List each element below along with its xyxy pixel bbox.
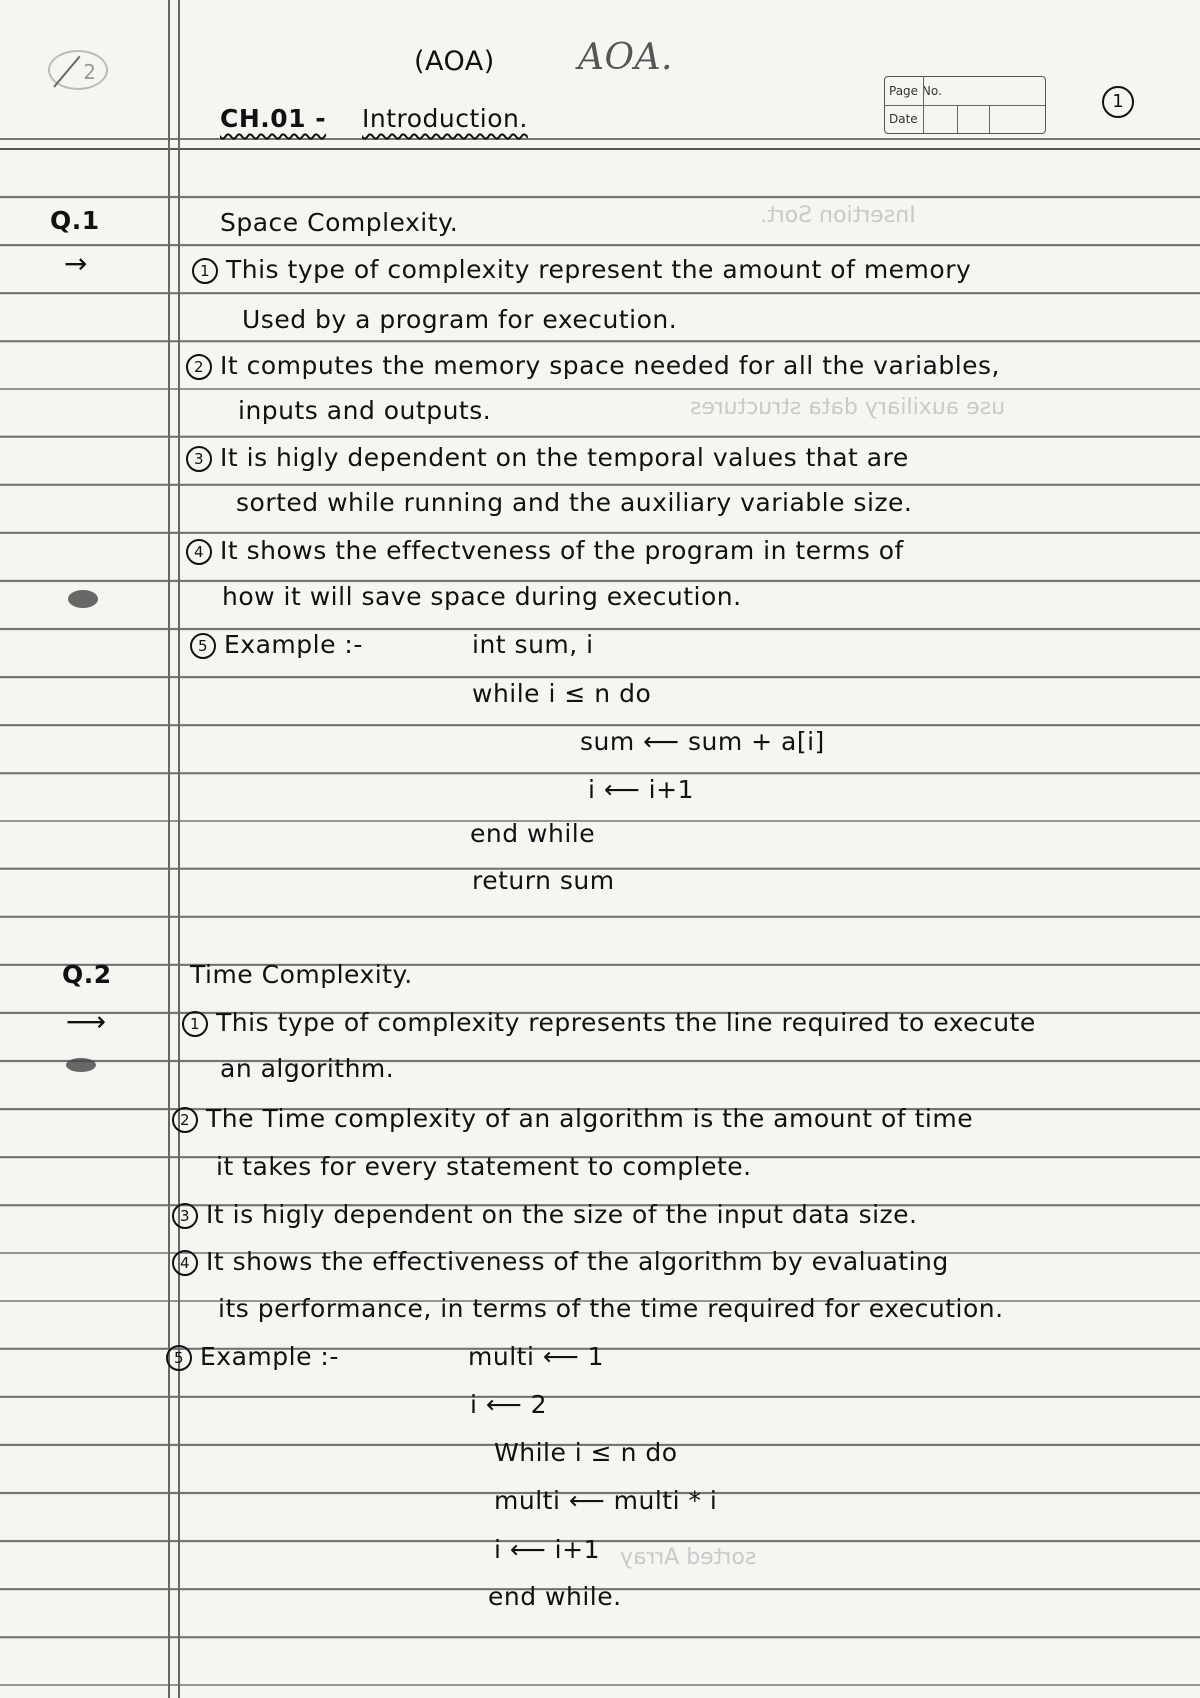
question-1-label: Q.1 [50, 206, 100, 235]
point-number-circle: 4 [186, 539, 212, 565]
q2-code-line-1: multi ⟵ 1 [468, 1342, 605, 1371]
q2-point-1-line-2: an algorithm. [220, 1054, 395, 1083]
q1-code-line-5: end while [470, 819, 596, 848]
ink-blot [66, 1058, 96, 1072]
q1-point-3-line-2: sorted while running and the auxiliary variable size. [236, 488, 913, 517]
cell-divider [989, 105, 990, 133]
cell-divider [957, 105, 958, 133]
date-label: Date [889, 112, 918, 126]
point-number-circle: 4 [172, 1250, 198, 1276]
page-date-box [884, 76, 1046, 134]
page-number: 1 [1102, 86, 1134, 118]
q2-code-line-4: multi ⟵ multi * i [494, 1486, 718, 1515]
q2-point-2-line-1 [172, 1106, 973, 1133]
point-number-circle: 1 [182, 1011, 208, 1037]
q2-point-4-line-2: its performance, in terms of the time required for execution. [218, 1294, 1004, 1323]
q2-point-1-line-1 [182, 1010, 1036, 1037]
point-text: It is higly dependent on the size of the input data size. [206, 1200, 918, 1229]
point-number-circle: 5 [190, 633, 216, 659]
point-number-circle: 3 [186, 446, 212, 472]
q2-point-3-line-1 [172, 1202, 918, 1229]
q1-code-line-1: int sum, i [472, 630, 594, 659]
q1-code-line-3: sum ⟵ sum + a[i] [580, 727, 825, 756]
cell-divider [923, 77, 924, 105]
q2-point-4-line-1 [172, 1249, 949, 1276]
question-2-title: Time Complexity. [190, 960, 413, 989]
point-number-circle: 1 [192, 258, 218, 284]
q1-point-1-line-1 [192, 257, 971, 284]
example-label-text: Example :- [224, 630, 363, 659]
q1-code-line-6: return sum [472, 866, 615, 895]
page-no-label: Page No. [889, 84, 942, 98]
point-text: This type of complexity represent the amount of memory [226, 255, 972, 284]
example-label-text: Example :- [200, 1342, 339, 1371]
page-no-row [885, 77, 1045, 106]
point-text: The Time complexity of an algorithm is the amount of time [206, 1104, 974, 1133]
chapter-number: CH.01 - [220, 104, 327, 133]
arrow-icon: → [64, 247, 88, 280]
bleed-through-text: sorted Array [620, 1545, 757, 1570]
subject-label: (AOA) [414, 46, 495, 77]
q1-point-2-line-2: inputs and outputs. [238, 396, 492, 425]
q2-point-2-line-2: it takes for every statement to complete. [216, 1152, 752, 1181]
point-text: It shows the effectiveness of the algorithm by evaluating [206, 1247, 949, 1276]
q1-code-line-4: i ⟵ i+1 [588, 775, 694, 804]
q2-code-line-6: end while. [488, 1582, 622, 1611]
binder-pin-mark [48, 50, 108, 90]
margin-line-left [168, 0, 170, 1698]
cell-divider [923, 105, 924, 133]
bleed-through-text: use auxiliary data structures [690, 395, 1006, 420]
q1-point-2-line-1 [186, 353, 1000, 380]
margin-line-right [178, 0, 180, 1698]
point-text: It shows the effectveness of the program in terms of [220, 536, 904, 565]
q1-point-1-line-2: Used by a program for execution. [242, 305, 678, 334]
point-text: This type of complexity represents the line required to execute [216, 1008, 1036, 1037]
q1-point-4-line-2: how it will save space during execution. [222, 582, 742, 611]
q1-point-4-line-1 [186, 538, 904, 565]
point-text: It computes the memory space needed for all the variables, [220, 351, 1001, 380]
date-row [885, 105, 1045, 133]
point-number-circle: 3 [172, 1203, 198, 1229]
question-2-label: Q.2 [62, 960, 112, 989]
bleed-through-text: Insertion Sort. [760, 203, 916, 228]
q1-example-label [190, 632, 363, 659]
q1-code-line-2: while i ≤ n do [472, 679, 652, 708]
q2-code-line-2: i ⟵ 2 [470, 1390, 548, 1419]
chapter-title: Introduction. [362, 104, 528, 133]
q2-code-line-3: While i ≤ n do [494, 1438, 678, 1467]
arrow-icon: ⟶ [66, 1005, 107, 1038]
point-number-circle: 2 [186, 354, 212, 380]
point-number-circle: 2 [172, 1107, 198, 1133]
q2-example-label [166, 1344, 339, 1371]
q1-point-3-line-1 [186, 445, 909, 472]
subject-scrawl: AOA. [578, 37, 673, 78]
pin-mark-text: 2 [83, 60, 96, 84]
point-number-circle: 5 [166, 1345, 192, 1371]
question-1-title: Space Complexity. [220, 208, 459, 237]
ink-blot [68, 590, 98, 608]
point-text: It is higly dependent on the temporal values that are [220, 443, 909, 472]
q2-code-line-5: i ⟵ i+1 [494, 1535, 600, 1564]
